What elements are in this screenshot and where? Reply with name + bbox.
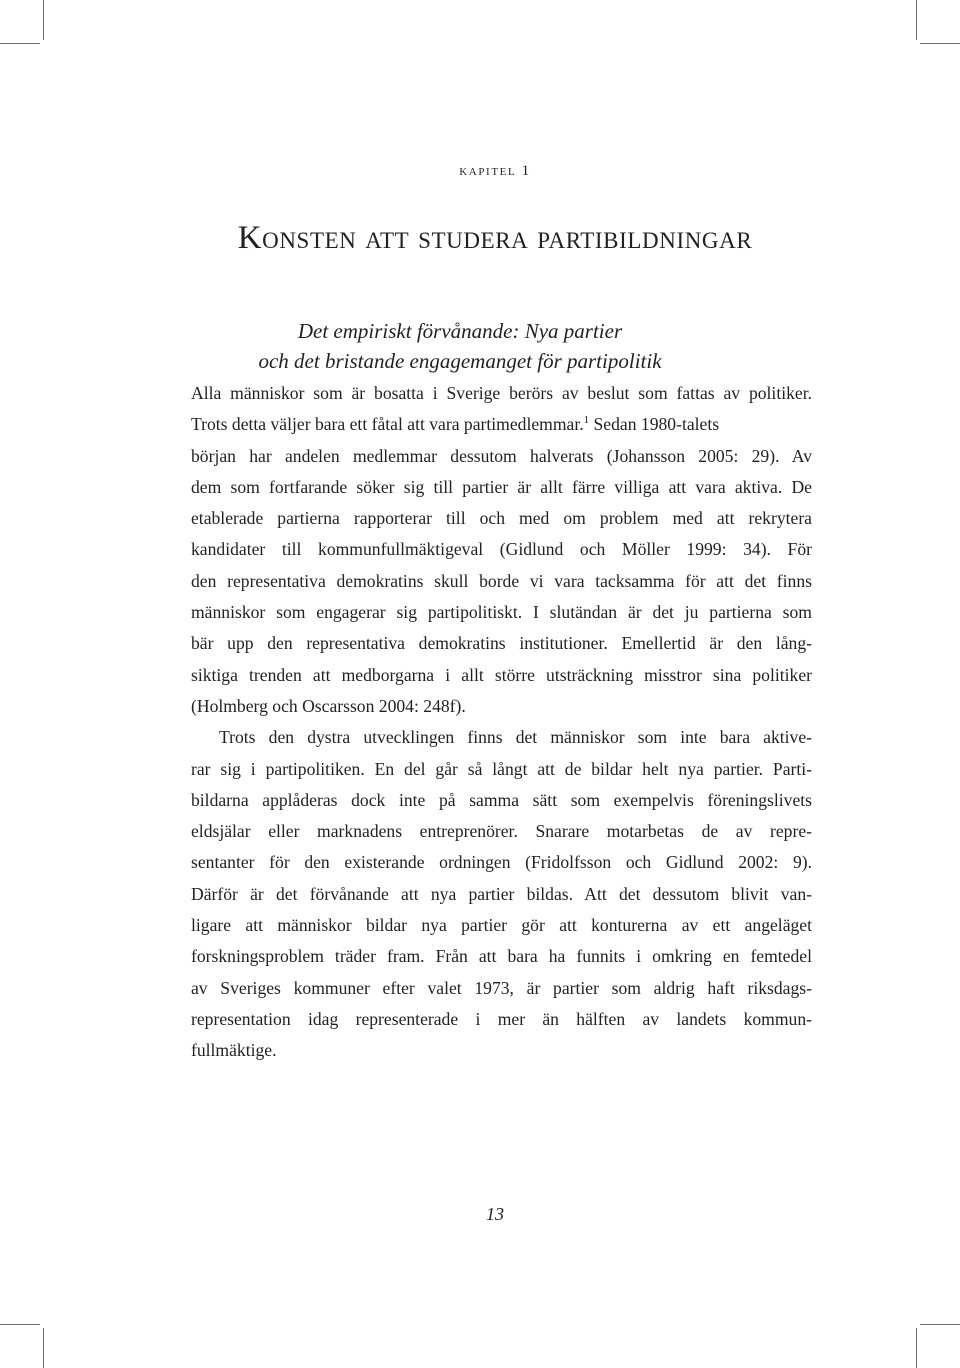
paragraph-2 <box>191 722 812 1066</box>
crop-mark-bottom-left-h <box>0 1324 40 1325</box>
text-line: rar sig i partipolitiken. En del går så långt att de bildar helt nya partier. Parti- <box>191 758 812 779</box>
text-line: Alla människor som är bosatta i Sverige berörs av beslut som fattas av politiker. <box>191 383 812 403</box>
text-line: Därför är det förvånande att nya partier bildas. Att det dessutom blivit van- <box>191 883 812 904</box>
text-line: kandidater till kommunfullmäktigeval (Gidlund och Möller 1999: 34). För <box>191 539 812 560</box>
chapter-title: Konsten att studera partibildningar <box>237 220 753 256</box>
text-line: Trots den dystra utvecklingen finns det människor som inte bara aktive- <box>219 727 812 748</box>
text-line: fullmäktige. <box>191 1040 277 1061</box>
text-line: bär upp den representativa demokratins institutioner. Emellertid är den lång- <box>191 633 812 654</box>
text-line: etablerade partierna rapporterar till och med om problem med att rekrytera <box>191 508 812 529</box>
crop-mark-top-left-h <box>0 43 40 44</box>
section-heading-line-2: och det bristande engagemanget för partipolitik <box>258 349 662 373</box>
text-line: ligare att människor bildar nya partier gör att konturerna av ett angeläget <box>191 915 812 936</box>
text-line: den representativa demokratins skull borde vi vara tacksamma för att det finns <box>191 570 812 591</box>
page-number: 13 <box>486 1204 504 1224</box>
footnote-marker[interactable]: 1 <box>583 414 590 427</box>
paragraph-1 <box>191 378 812 722</box>
body-text <box>191 378 812 1067</box>
section-heading-line-1: Det empiriskt förvånande: Nya partier <box>297 319 623 343</box>
text-line: siktiga trenden att medborgarna i allt större utsträckning misstror sina politiker <box>191 664 812 685</box>
text-line: början har andelen medlemmar dessutom halverats (Johansson 2005: 29). Av <box>191 445 812 466</box>
crop-mark-top-right-v <box>916 0 917 40</box>
text-line <box>191 409 812 440</box>
crop-mark-bottom-right-v <box>916 1328 917 1368</box>
text-line: bildarna applåderas dock inte på samma sätt som exempelvis föreningslivets <box>191 789 812 810</box>
text-line: dem som fortfarande söker sig till partier är allt färre villiga att vara aktiva. De <box>191 476 812 497</box>
crop-mark-bottom-right-h <box>920 1324 960 1325</box>
text-line: av Sveriges kommuner efter valet 1973, är partier som aldrig haft riksdags- <box>191 977 812 998</box>
chapter-label: kapitel 1 <box>459 163 531 179</box>
text-line: eldsjälar eller marknadens entreprenörer. Snarare motarbetas de av repre- <box>191 821 812 842</box>
text-line: forskningsproblem träder fram. Från att bara ha funnits i omkring en femtedel <box>191 946 812 967</box>
text-line: representation idag representerade i mer än hälften av landets kommun- <box>191 1008 812 1029</box>
text-line: (Holmberg och Oscarsson 2004: 248f). <box>191 695 466 716</box>
text-line-part: Trots detta väljer bara ett fåtal att vara partimedlemmar.$^1$ Sedan 1980-talets <box>191 414 720 435</box>
crop-mark-top-left-v <box>43 0 44 40</box>
text-line: människor som engagerar sig partipolitiskt. I slutändan är det ju partierna som <box>191 602 812 623</box>
crop-mark-top-right-h <box>920 43 960 44</box>
section-heading <box>0 316 920 376</box>
crop-mark-bottom-left-v <box>43 1328 44 1368</box>
text-line: sentanter för den existerande ordningen (Fridolfsson och Gidlund 2002: 9). <box>191 852 812 873</box>
